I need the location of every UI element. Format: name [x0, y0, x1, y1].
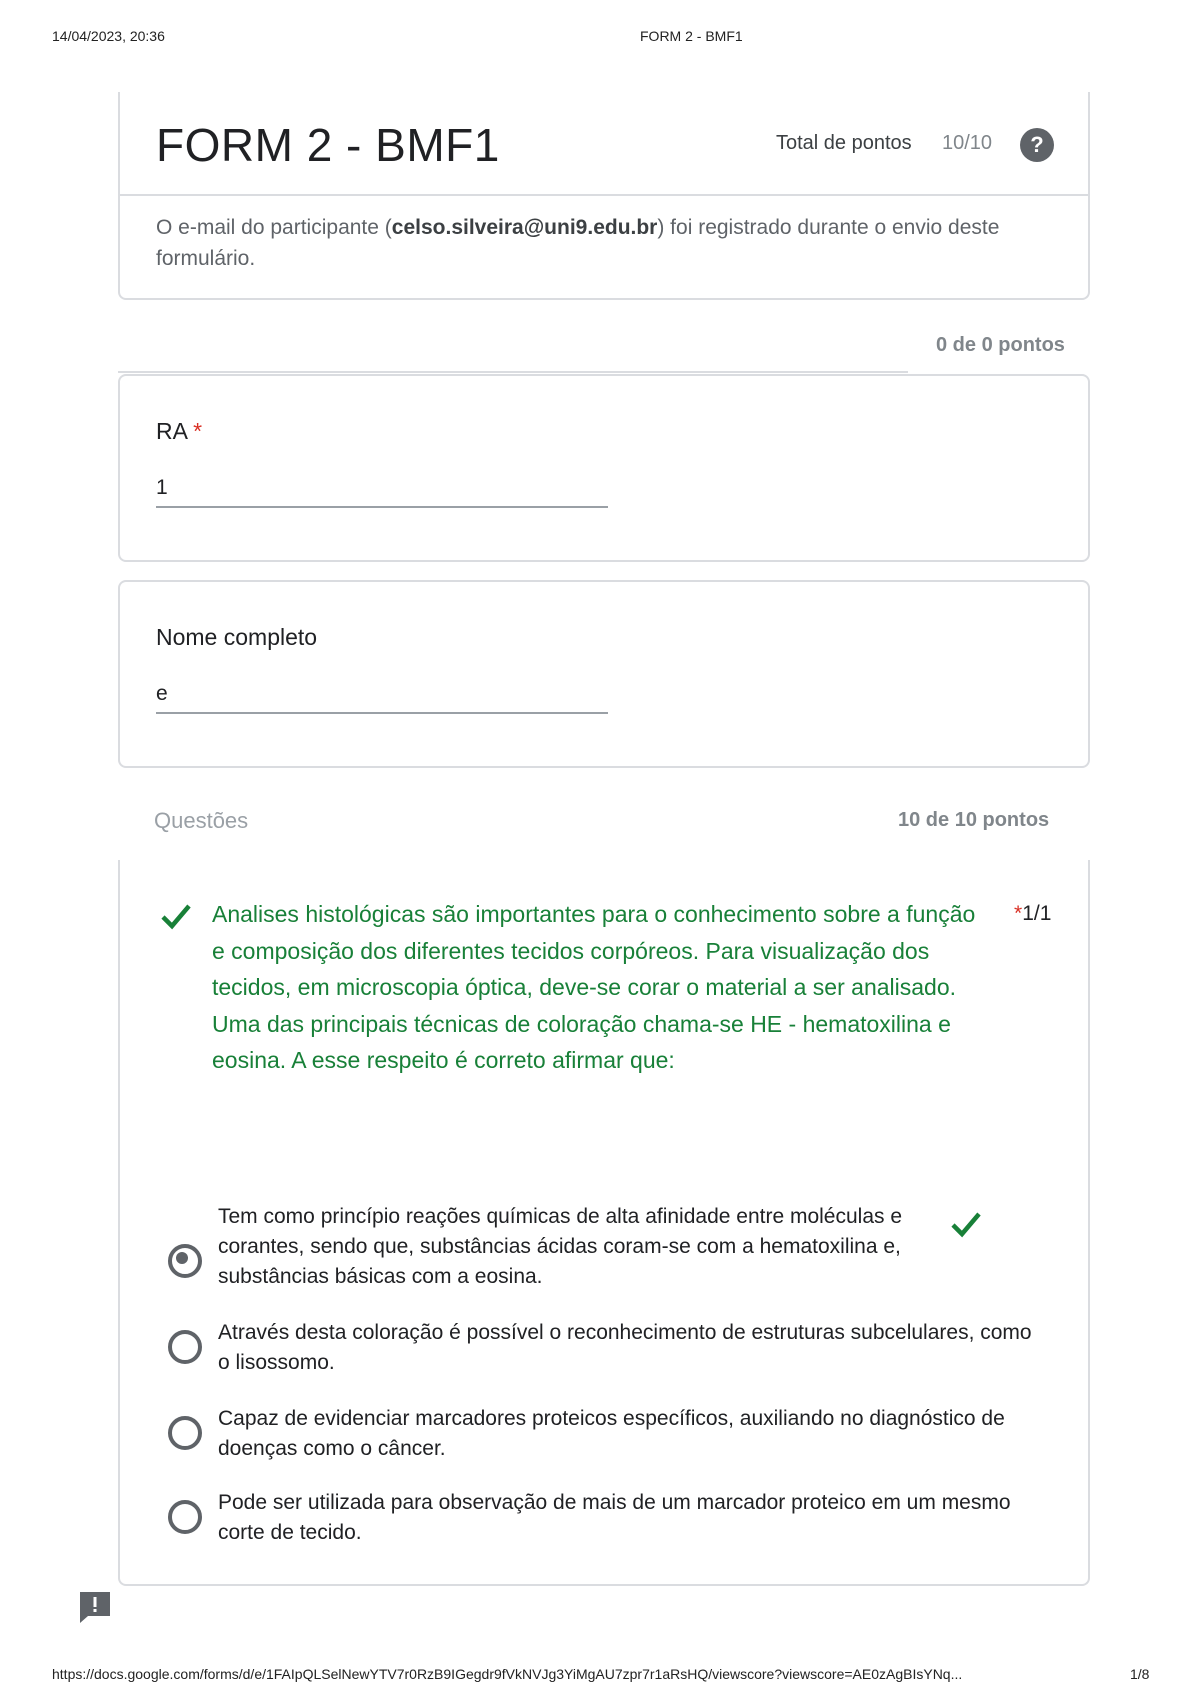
question-text: Analises histológicas são importantes para o conhecimento sobre a função e composição dos diferentes tecidos corpóreos. Para visualização dos tecidos, em microscopia óptica, deve-se corar o material a ser analisado. Uma das principais técnicas de coloração chama-se HE - hematoxilina e eosina. A esse respeito é correto afirmar que:: [212, 901, 976, 1073]
total-points-label: Total de pontos: [776, 132, 912, 154]
feedback-icon[interactable]: [78, 1590, 112, 1629]
footer-page-number: 1/8: [1130, 1666, 1150, 1682]
question-points: *1/1: [1014, 902, 1052, 925]
section-title: Questões: [154, 808, 249, 833]
question-card: [118, 860, 1090, 1586]
option-text: Através desta coloração é possível o reconhecimento de estruturas subcelulares, como o lisossomo.: [218, 1321, 1032, 1374]
participant-email: celso.silveira@uni9.edu.br: [391, 216, 658, 239]
email-note: O e-mail do participante (celso.silveira@uni9.edu.br) foi registrado durante o envio deste formulário.: [156, 216, 1000, 270]
print-datetime: 14/04/2023, 20:36: [52, 28, 165, 44]
nome-field-card: [118, 580, 1090, 768]
print-doc-title: FORM 2 - BMF1: [640, 28, 743, 44]
radio-unselected-icon[interactable]: [168, 1416, 202, 1450]
required-mark: *: [193, 418, 203, 444]
ra-label: RA *: [156, 418, 203, 444]
radio-selected-icon[interactable]: [168, 1244, 202, 1278]
section-score: 0 de 0 pontos: [936, 334, 1065, 356]
ra-field-card: [118, 374, 1090, 562]
option-item[interactable]: [168, 1202, 1048, 1288]
section-divider: [118, 371, 908, 373]
option-text: Pode ser utilizada para observação de mais de um marcador proteico em um mesmo corte de tecido.: [218, 1491, 1011, 1544]
header-divider: [120, 194, 1088, 196]
form-title: FORM 2 - BMF1: [156, 119, 500, 171]
section-score: 10 de 10 pontos: [898, 809, 1050, 831]
footer-url: https://docs.google.com/forms/d/e/1FAIpQLSelNewYTV7r0RzB9IGegdr9fVkNVJg3YiMgAU7zpr7r1aRsHQ/viewscore?viewscore=AE0zAgBIsYNq...: [52, 1666, 963, 1682]
nome-answer: e: [156, 682, 608, 714]
ra-answer: 1: [156, 476, 608, 508]
option-text: Tem como princípio reações químicas de alta afinidade entre moléculas e corantes, sendo que, substâncias ácidas coram-se com a hematoxilina e, substâncias básicas com a eosina.: [218, 1205, 903, 1288]
radio-unselected-icon[interactable]: [168, 1500, 202, 1534]
correct-check-icon: [950, 1210, 982, 1243]
check-icon: [160, 902, 192, 935]
help-icon[interactable]: ?: [1020, 128, 1054, 162]
radio-unselected-icon[interactable]: [168, 1330, 202, 1364]
form-header-card: [118, 92, 1090, 300]
nome-label: Nome completo: [156, 624, 318, 650]
total-points-value: 10/10: [942, 132, 993, 154]
required-mark: *: [1014, 902, 1023, 925]
option-text: Capaz de evidenciar marcadores proteicos específicos, auxiliando no diagnóstico de doenças como o câncer.: [218, 1407, 1005, 1460]
